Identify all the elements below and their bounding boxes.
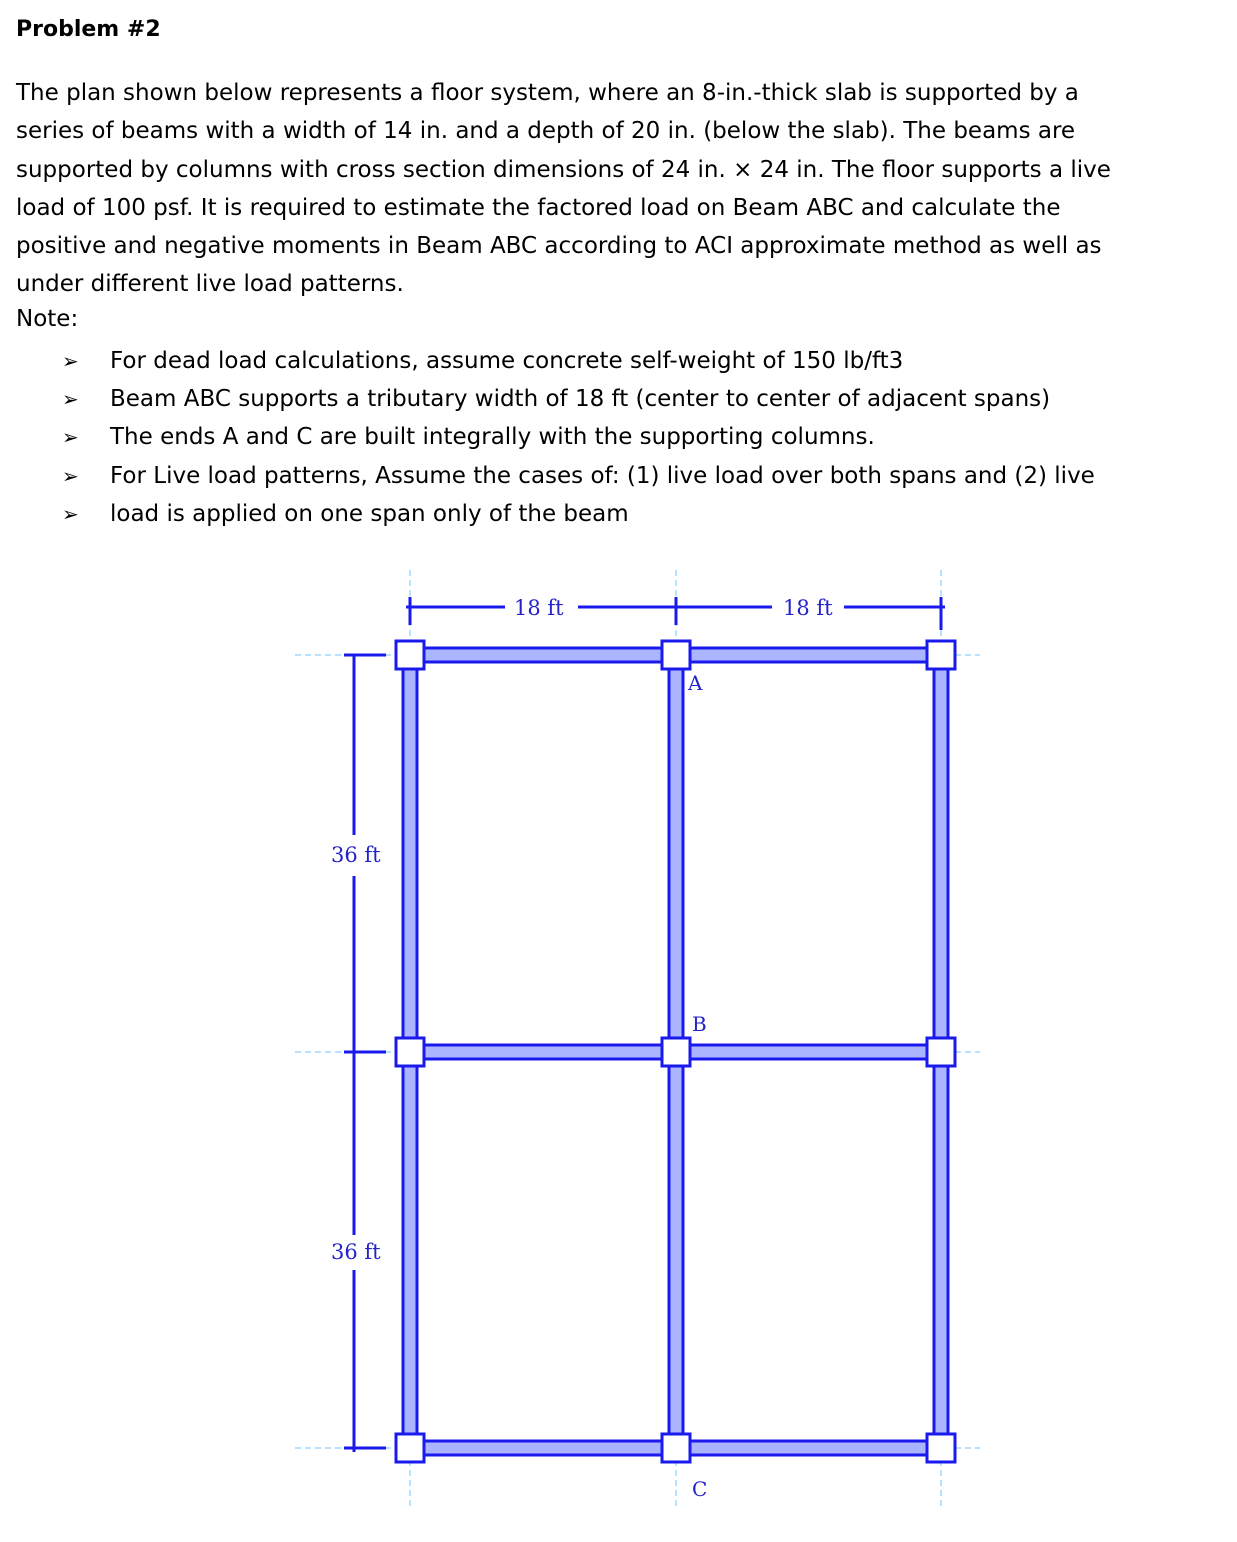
problem-title: Problem #2 xyxy=(16,17,161,42)
statement-line: positive and negative moments in Beam ABC according to ACI approximate method as well as xyxy=(16,233,1102,260)
note-text: The ends A and C are built integrally with the supporting columns. xyxy=(110,424,875,451)
floor-plan-diagram xyxy=(280,560,1000,1520)
dimension-label-top-left: 18 ft xyxy=(514,596,564,620)
statement-line: load of 100 psf. It is required to estimate the factored load on Beam ABC and calculate the xyxy=(16,194,1061,221)
statement-line: supported by columns with cross section dimensions of 24 in. × 24 in. The floor supports a live xyxy=(16,156,1111,183)
point-label-b: B xyxy=(692,1012,707,1036)
column xyxy=(927,1434,955,1462)
note-text: Beam ABC supports a tributary width of 18 ft (center to center of adjacent spans) xyxy=(110,386,1051,413)
column xyxy=(927,1038,955,1066)
column xyxy=(927,641,955,669)
arrow-bullet-icon: ➢ xyxy=(62,501,79,526)
problem-statement xyxy=(16,74,1216,304)
note-text: For dead load calculations, assume concrete self-weight of 150 lb/ft3 xyxy=(110,348,904,374)
left-dimension xyxy=(344,655,386,1452)
statement-line: series of beams with a width of 14 in. and a depth of 20 in. (below the slab). The beams are xyxy=(16,118,1076,145)
column xyxy=(396,641,424,669)
column xyxy=(662,1434,690,1462)
column xyxy=(662,641,690,669)
statement-line: under different live load patterns. xyxy=(16,271,404,298)
arrow-bullet-icon: ➢ xyxy=(62,425,79,450)
statement-line: The plan shown below represents a floor system, where an 8-in.-thick slab is supported by a xyxy=(16,80,1079,106)
column xyxy=(396,1038,424,1066)
dimension-label-left-upper: 36 ft xyxy=(331,843,381,867)
note-text: For Live load patterns, Assume the cases of: (1) live load over both spans and (2) live xyxy=(110,462,1095,489)
arrow-bullet-icon: ➢ xyxy=(62,387,79,412)
column xyxy=(662,1038,690,1066)
point-label-c: C xyxy=(692,1477,708,1501)
note-text: load is applied on one span only of the beam xyxy=(110,500,629,527)
column xyxy=(396,1434,424,1462)
dimension-label-top-right: 18 ft xyxy=(783,596,833,620)
arrow-bullet-icon: ➢ xyxy=(62,463,79,488)
arrow-bullet-icon: ➢ xyxy=(62,349,79,373)
point-label-a: A xyxy=(688,671,703,695)
note-label: Note: xyxy=(16,306,79,332)
dimension-label-left-lower: 36 ft xyxy=(331,1240,381,1264)
